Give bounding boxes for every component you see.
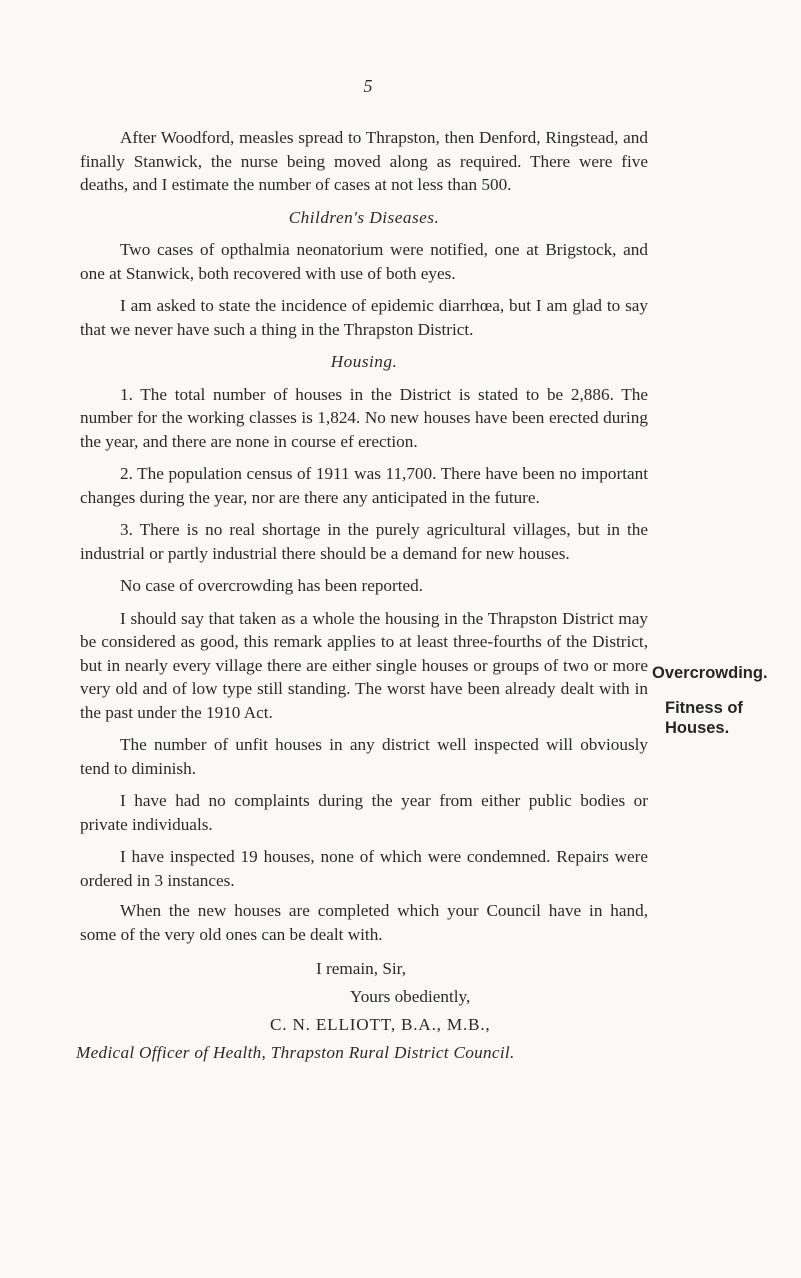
paragraph-measles: After Woodford, measles spread to Thrapston, then Denford, Ringstead, and finally Stanwick, the nurse being moved along as required. There were five deaths, and I estimate the number of cases at not less than 500. bbox=[80, 128, 648, 194]
page-number: 5 bbox=[363, 76, 373, 96]
closing-yours: Yours obediently, bbox=[350, 987, 471, 1006]
paragraph-fitness: I should say that taken as a whole the housing in the Thrapston District may be considered as good, this remark applies to at least three-fourths of the District, but in nearly every village there are either single houses or groups of two or more very old and of low type still standing. The worst have been already dealt with in the past under the 1910 Act. bbox=[80, 608, 648, 722]
signatory-title: Medical Officer of Health, Thrapston Rural District Council. bbox=[76, 1043, 515, 1062]
closing-remain: I remain, Sir, bbox=[316, 959, 406, 978]
paragraph-overcrowding: No case of overcrowding has been reported. bbox=[120, 576, 424, 595]
body-text bbox=[76, 126, 648, 1067]
paragraph-complaints: I have had no complaints during the year from either public bodies or private individuals. bbox=[80, 791, 648, 834]
paragraph-diarrhoea: I am asked to state the incidence of epidemic diarrhœa, but I am glad to say that we never have such a thing in the Thrapston District. bbox=[80, 296, 648, 339]
paragraph-opthalmia: Two cases of opthalmia neonatorium were notified, one at Brigstock, and one at Stanwick, both recovered with use of both eyes. bbox=[80, 240, 648, 283]
signatory-name: C. N. ELLIOTT, B.A., M.B., bbox=[270, 1015, 491, 1034]
paragraph-unfit-houses: The number of unfit houses in any district well inspected will obviously tend to diminish. bbox=[80, 735, 648, 778]
paragraph-inspections: I have inspected 19 houses, none of which were condemned. Repairs were ordered in 3 instances. bbox=[80, 847, 648, 890]
paragraph-housing-1: 1. The total number of houses in the District is stated to be 2,886. The number for the working classes is 1,824. No new houses have been erected during the year, and there are none in course ef erection. bbox=[80, 384, 648, 451]
closing-signature bbox=[76, 955, 648, 1067]
paragraph-housing-3: 3. There is no real shortage in the purely agricultural villages, but in the industrial or partly industrial there should be a demand for new houses. bbox=[80, 520, 648, 563]
paragraph-housing-2: 2. The population census of 1911 was 11,700. There have been no important changes during the year, nor are there any anticipated in the future. bbox=[80, 464, 648, 507]
margin-note-overcrowding: Overcrowding. bbox=[652, 664, 768, 682]
margin-note-fitness-line2: Houses. bbox=[665, 719, 730, 737]
margin-note-fitness-line1: Fitness of bbox=[665, 699, 743, 717]
heading-housing: Housing. bbox=[330, 352, 398, 371]
margin-note-fitness-of-houses bbox=[665, 698, 743, 738]
paragraph-new-houses: When the new houses are completed which your Council have in hand, some of the very old ones can be dealt with. bbox=[80, 901, 648, 944]
heading-childrens-diseases: Children's Diseases. bbox=[288, 207, 440, 227]
